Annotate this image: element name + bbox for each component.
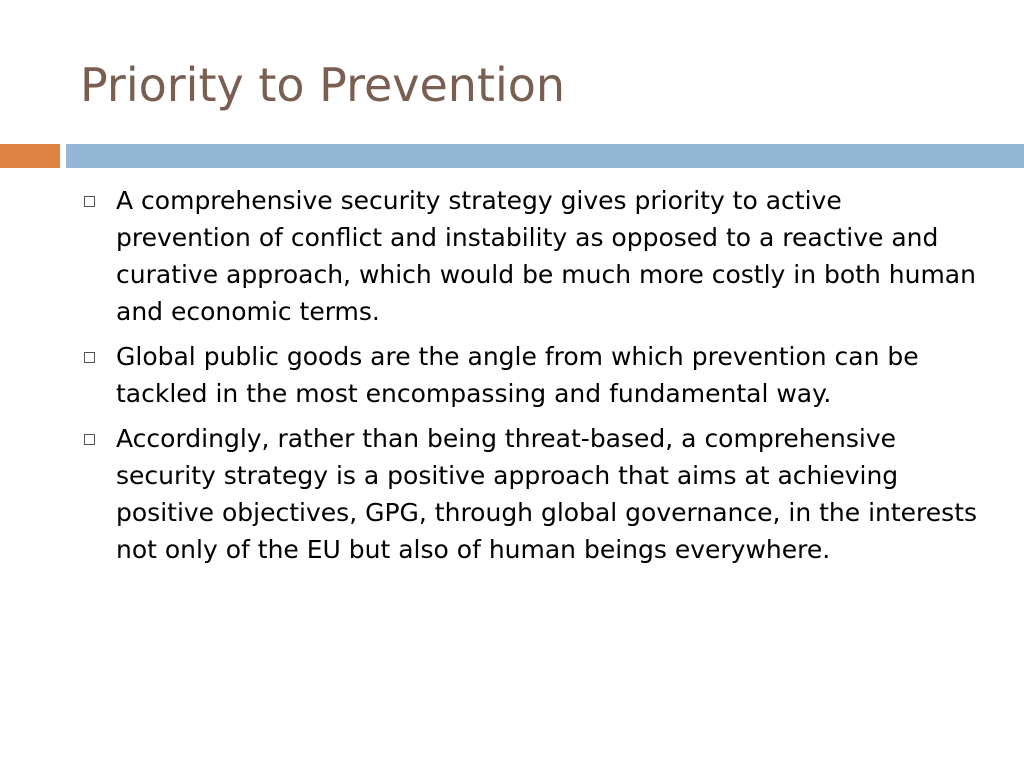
bullet-item [80, 182, 980, 330]
bullet-text: Global public goods are the angle from which prevention can be tackled in the most encompassing and fundamental way. [116, 342, 919, 408]
hollow-square-bullet-icon [84, 196, 95, 207]
slide-title: Priority to Prevention [80, 58, 566, 112]
bullet-text: A comprehensive security strategy gives priority to active prevention of conflict and instability as opposed to a reactive and curative approach, which would be much more costly in both human and economic terms. [116, 186, 976, 326]
accent-band-orange [0, 144, 60, 168]
hollow-square-bullet-icon [84, 434, 95, 445]
bullet-text: Accordingly, rather than being threat-based, a comprehensive security strategy is a positive approach that aims at achieving positive objectives, GPG, through global governance, in the interests not only of the EU but also of human beings everywhere. [116, 424, 978, 564]
bullet-item [80, 338, 980, 412]
hollow-square-bullet-icon [84, 352, 95, 363]
bullet-item [80, 420, 980, 568]
accent-band-blue [66, 144, 1024, 168]
bullet-list [80, 182, 980, 576]
